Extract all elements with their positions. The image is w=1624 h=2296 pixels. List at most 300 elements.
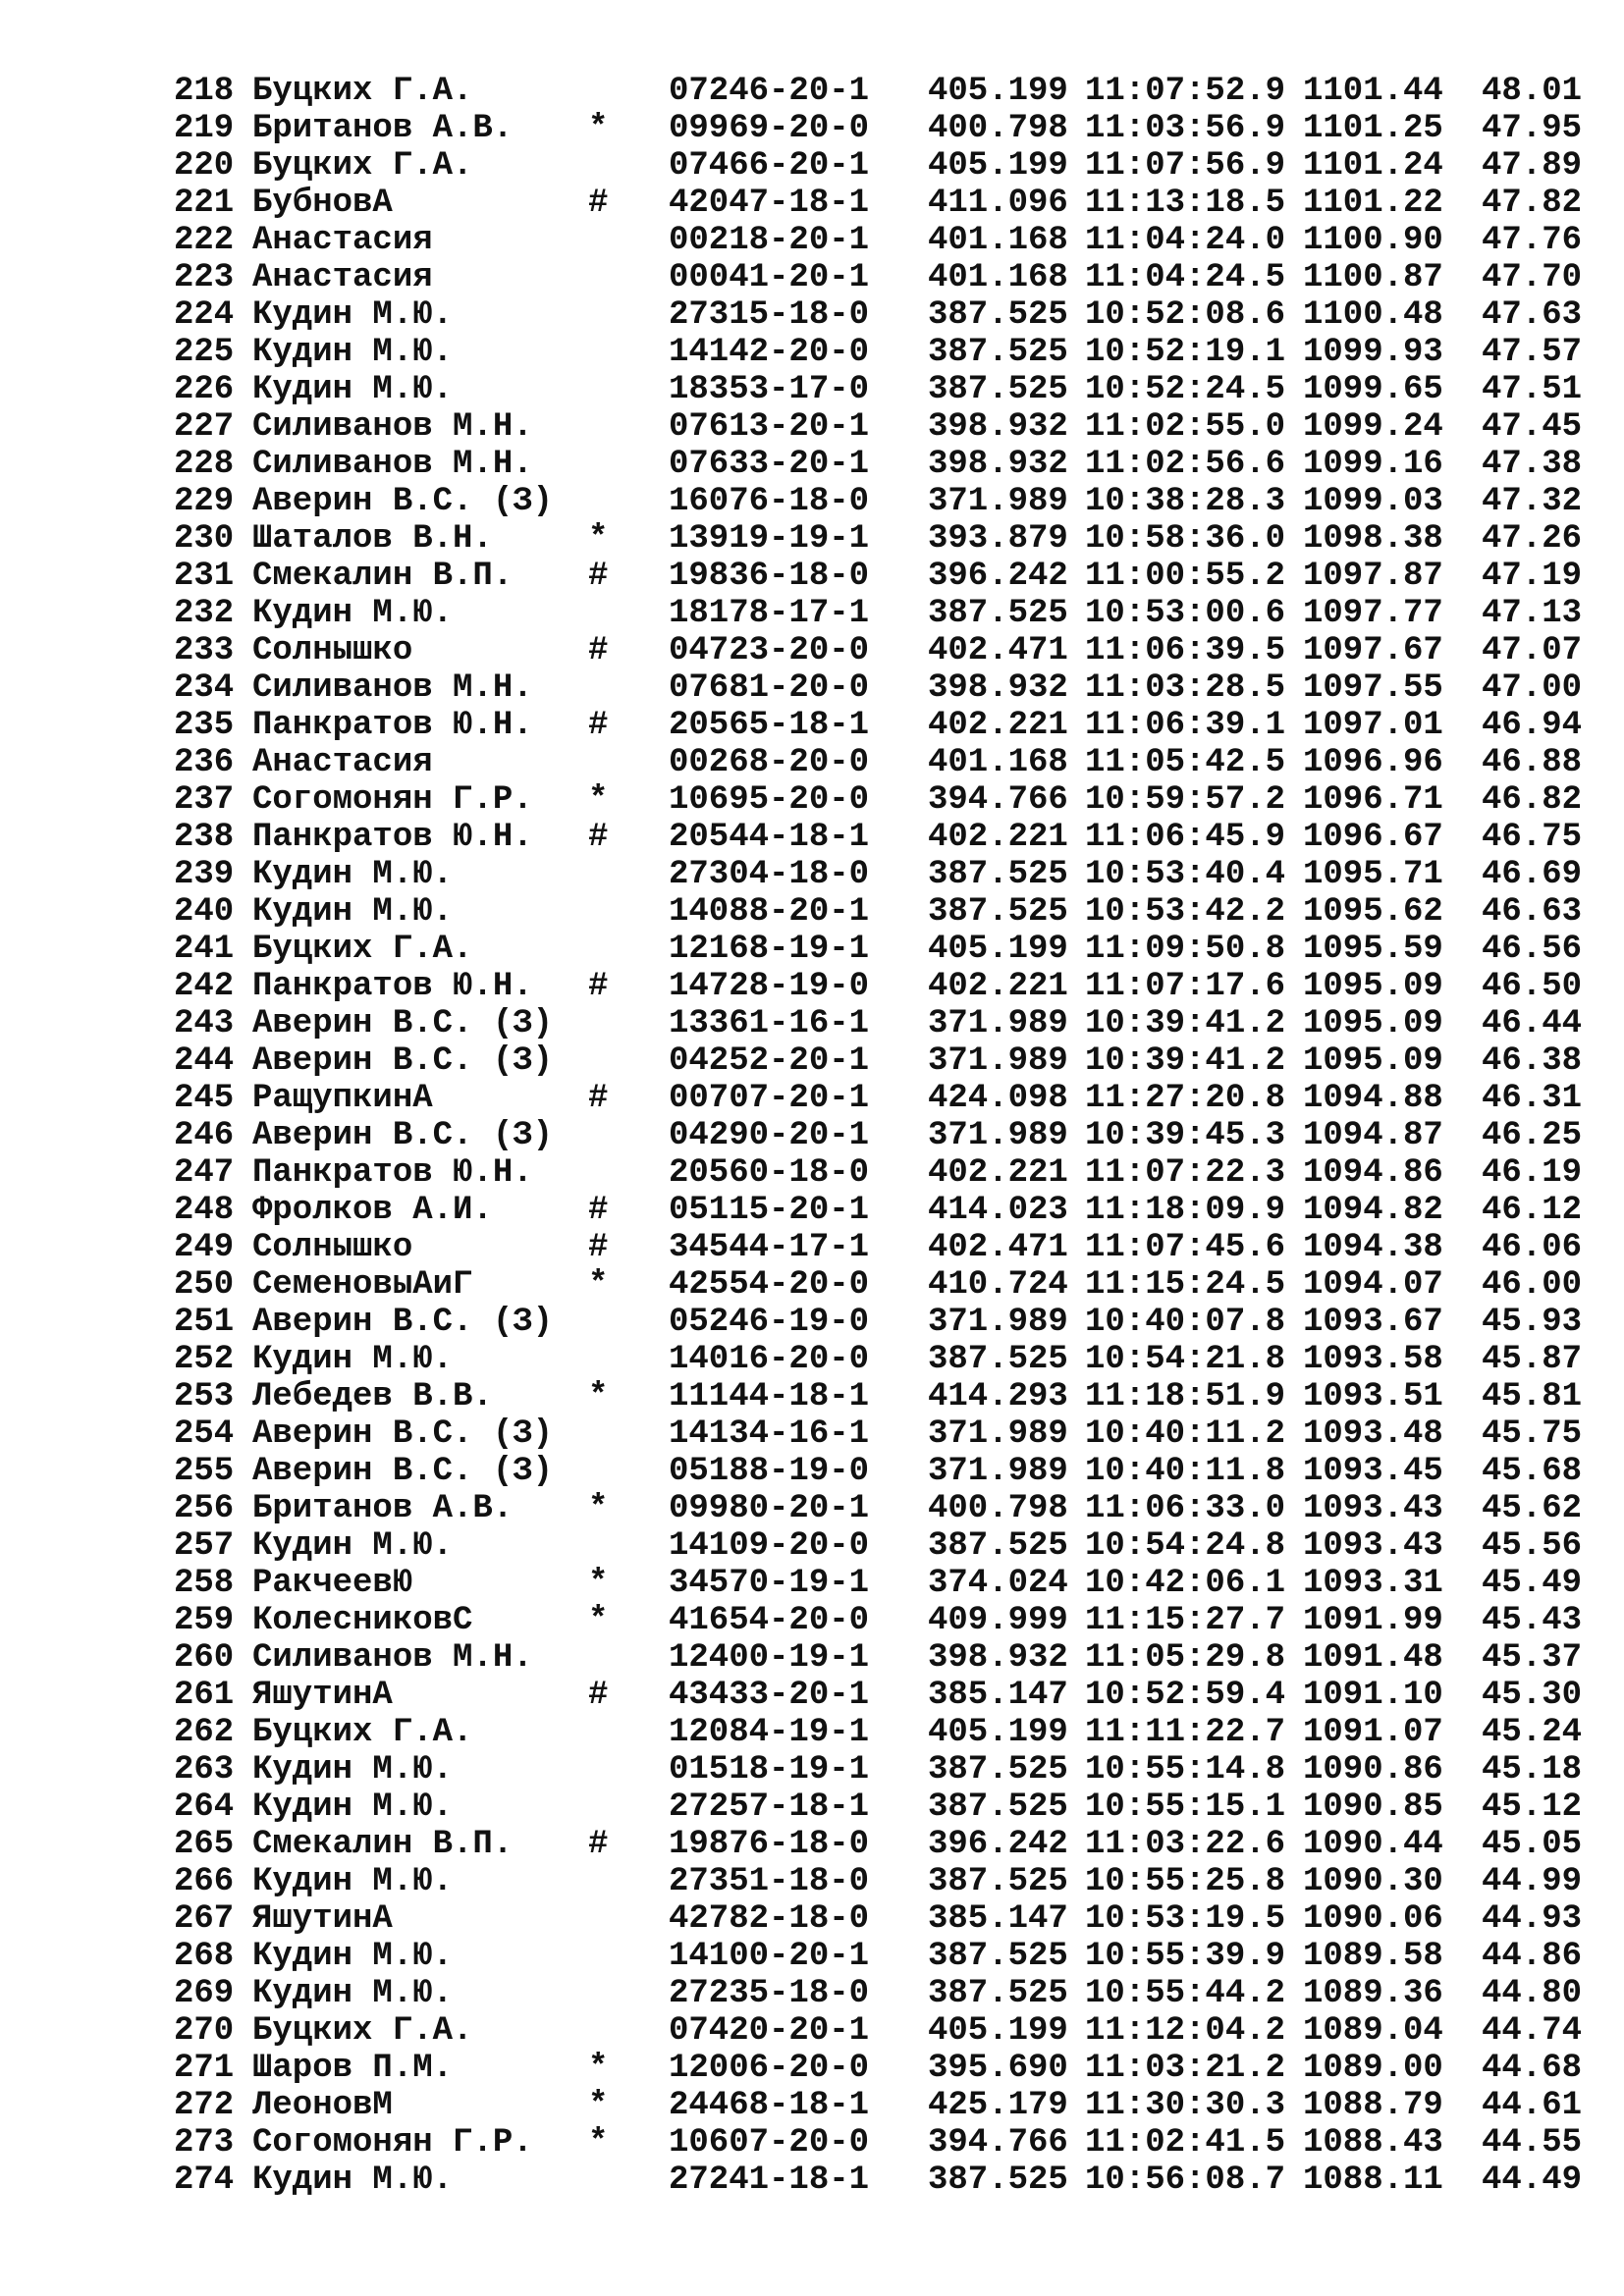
ring-number: 20565-18-1: [669, 707, 870, 744]
speed: 1101.22: [1303, 185, 1443, 222]
place-number: 224: [174, 296, 235, 334]
place-number: 268: [174, 1938, 235, 1975]
speed: 1100.48: [1303, 296, 1443, 334]
fancier-name: КолесниковС: [252, 1602, 473, 1639]
ring-number: 04290-20-1: [669, 1117, 870, 1154]
speed: 1100.87: [1303, 259, 1443, 296]
place-number: 248: [174, 1192, 235, 1229]
place-number: 235: [174, 707, 235, 744]
ring-number: 12084-19-1: [669, 1714, 870, 1751]
arrival-time: 11:07:22.3: [1085, 1154, 1286, 1192]
points: 47.82: [1482, 185, 1583, 222]
speed: 1097.67: [1303, 632, 1443, 669]
place-number: 274: [174, 2162, 235, 2199]
points: 45.37: [1482, 1639, 1583, 1677]
place-number: 225: [174, 334, 235, 371]
place-number: 256: [174, 1490, 235, 1527]
fancier-name: Силиванов М.Н.: [252, 408, 533, 446]
fancier-name: Смекалин В.П.: [252, 558, 514, 595]
distance: 414.023: [928, 1192, 1068, 1229]
ring-number: 24468-18-1: [669, 2087, 870, 2124]
arrival-time: 10:52:08.6: [1085, 296, 1286, 334]
table-row: [0, 707, 1624, 744]
place-number: 229: [174, 483, 235, 520]
speed: 1101.44: [1303, 73, 1443, 110]
table-row: [0, 1192, 1624, 1229]
speed: 1097.77: [1303, 595, 1443, 632]
distance: 402.221: [928, 707, 1068, 744]
points: 45.75: [1482, 1415, 1583, 1453]
distance: 398.932: [928, 408, 1068, 446]
fancier-name: Панкратов Ю.Н.: [252, 707, 533, 744]
arrival-time: 10:40:11.8: [1085, 1453, 1286, 1490]
speed: 1093.43: [1303, 1490, 1443, 1527]
place-number: 258: [174, 1565, 235, 1602]
place-number: 269: [174, 1975, 235, 2012]
distance: 385.147: [928, 1677, 1068, 1714]
place-number: 271: [174, 2050, 235, 2087]
distance: 402.471: [928, 632, 1068, 669]
place-number: 244: [174, 1042, 235, 1080]
table-row: [0, 185, 1624, 222]
speed: 1088.11: [1303, 2162, 1443, 2199]
speed: 1090.85: [1303, 1789, 1443, 1826]
distance: 371.989: [928, 1415, 1068, 1453]
arrival-time: 10:53:00.6: [1085, 595, 1286, 632]
points: 47.95: [1482, 110, 1583, 147]
distance: 401.168: [928, 259, 1068, 296]
points: 47.70: [1482, 259, 1583, 296]
ring-number: 20560-18-0: [669, 1154, 870, 1192]
distance: 394.766: [928, 781, 1068, 819]
fancier-name: Солнышко: [252, 1229, 413, 1266]
place-number: 267: [174, 1900, 235, 1938]
entry-mark: #: [588, 968, 609, 1005]
distance: 398.932: [928, 446, 1068, 483]
ring-number: 19876-18-0: [669, 1826, 870, 1863]
fancier-name: Силиванов М.Н.: [252, 1639, 533, 1677]
speed: 1089.58: [1303, 1938, 1443, 1975]
distance: 414.293: [928, 1378, 1068, 1415]
speed: 1099.93: [1303, 334, 1443, 371]
fancier-name: Кудин М.Ю.: [252, 371, 454, 408]
fancier-name: Лебедев В.В.: [252, 1378, 493, 1415]
speed: 1096.67: [1303, 819, 1443, 856]
speed: 1091.10: [1303, 1677, 1443, 1714]
points: 47.19: [1482, 558, 1583, 595]
distance: 371.989: [928, 1304, 1068, 1341]
place-number: 261: [174, 1677, 235, 1714]
points: 46.25: [1482, 1117, 1583, 1154]
table-row: [0, 408, 1624, 446]
table-row: [0, 1341, 1624, 1378]
ring-number: 07420-20-1: [669, 2012, 870, 2050]
fancier-name: Британов А.В.: [252, 110, 514, 147]
distance: 387.525: [928, 1789, 1068, 1826]
distance: 396.242: [928, 1826, 1068, 1863]
fancier-name: Аверин В.С. (З): [252, 1453, 554, 1490]
ring-number: 27235-18-0: [669, 1975, 870, 2012]
arrival-time: 10:55:15.1: [1085, 1789, 1286, 1826]
points: 46.19: [1482, 1154, 1583, 1192]
place-number: 221: [174, 185, 235, 222]
speed: 1094.88: [1303, 1080, 1443, 1117]
fancier-name: Силиванов М.Н.: [252, 446, 533, 483]
place-number: 220: [174, 147, 235, 185]
fancier-name: Согомонян Г.Р.: [252, 781, 533, 819]
table-row: [0, 520, 1624, 558]
ring-number: 18353-17-0: [669, 371, 870, 408]
distance: 374.024: [928, 1565, 1068, 1602]
speed: 1094.07: [1303, 1266, 1443, 1304]
points: 45.87: [1482, 1341, 1583, 1378]
table-row: [0, 1565, 1624, 1602]
speed: 1098.38: [1303, 520, 1443, 558]
points: 46.69: [1482, 856, 1583, 893]
fancier-name: РащупкинА: [252, 1080, 433, 1117]
place-number: 270: [174, 2012, 235, 2050]
ring-number: 13361-16-1: [669, 1005, 870, 1042]
table-row: [0, 1453, 1624, 1490]
points: 46.88: [1482, 744, 1583, 781]
table-row: [0, 222, 1624, 259]
table-row: [0, 147, 1624, 185]
table-row: [0, 1714, 1624, 1751]
place-number: 228: [174, 446, 235, 483]
ring-number: 18178-17-1: [669, 595, 870, 632]
arrival-time: 11:03:56.9: [1085, 110, 1286, 147]
fancier-name: Кудин М.Ю.: [252, 1527, 454, 1565]
table-row: [0, 2012, 1624, 2050]
arrival-time: 11:02:55.0: [1085, 408, 1286, 446]
ring-number: 13919-19-1: [669, 520, 870, 558]
table-row: [0, 1602, 1624, 1639]
table-row: [0, 595, 1624, 632]
speed: 1093.51: [1303, 1378, 1443, 1415]
fancier-name: Анастасия: [252, 259, 433, 296]
table-row: [0, 968, 1624, 1005]
place-number: 257: [174, 1527, 235, 1565]
arrival-time: 11:30:30.3: [1085, 2087, 1286, 2124]
fancier-name: РакчеевЮ: [252, 1565, 413, 1602]
fancier-name: БубновА: [252, 185, 393, 222]
fancier-name: Буцких Г.А.: [252, 147, 473, 185]
table-row: [0, 819, 1624, 856]
arrival-time: 10:56:08.7: [1085, 2162, 1286, 2199]
fancier-name: Кудин М.Ю.: [252, 856, 454, 893]
points: 46.94: [1482, 707, 1583, 744]
arrival-time: 10:52:59.4: [1085, 1677, 1286, 1714]
entry-mark: *: [588, 1565, 609, 1602]
ring-number: 05115-20-1: [669, 1192, 870, 1229]
arrival-time: 10:58:36.0: [1085, 520, 1286, 558]
entry-mark: #: [588, 1677, 609, 1714]
arrival-time: 10:38:28.3: [1085, 483, 1286, 520]
arrival-time: 11:03:21.2: [1085, 2050, 1286, 2087]
arrival-time: 11:06:39.5: [1085, 632, 1286, 669]
fancier-name: Аверин В.С. (З): [252, 1304, 554, 1341]
ring-number: 12168-19-1: [669, 931, 870, 968]
speed: 1090.86: [1303, 1751, 1443, 1789]
arrival-time: 11:04:24.0: [1085, 222, 1286, 259]
ring-number: 07681-20-0: [669, 669, 870, 707]
distance: 387.525: [928, 371, 1068, 408]
speed: 1099.65: [1303, 371, 1443, 408]
distance: 387.525: [928, 1341, 1068, 1378]
ring-number: 27241-18-1: [669, 2162, 870, 2199]
fancier-name: Аверин В.С. (З): [252, 1117, 554, 1154]
ring-number: 07246-20-1: [669, 73, 870, 110]
ring-number: 00707-20-1: [669, 1080, 870, 1117]
distance: 405.199: [928, 147, 1068, 185]
fancier-name: Фролков А.И.: [252, 1192, 493, 1229]
fancier-name: Буцких Г.А.: [252, 73, 473, 110]
arrival-time: 11:13:18.5: [1085, 185, 1286, 222]
entry-mark: *: [588, 110, 609, 147]
points: 46.00: [1482, 1266, 1583, 1304]
distance: 411.096: [928, 185, 1068, 222]
speed: 1090.44: [1303, 1826, 1443, 1863]
table-row: [0, 1938, 1624, 1975]
place-number: 250: [174, 1266, 235, 1304]
distance: 401.168: [928, 744, 1068, 781]
fancier-name: Шаталов В.Н.: [252, 520, 493, 558]
entry-mark: #: [588, 819, 609, 856]
arrival-time: 10:39:41.2: [1085, 1042, 1286, 1080]
distance: 395.690: [928, 2050, 1068, 2087]
points: 46.38: [1482, 1042, 1583, 1080]
place-number: 243: [174, 1005, 235, 1042]
table-row: [0, 632, 1624, 669]
points: 47.51: [1482, 371, 1583, 408]
table-row: [0, 1751, 1624, 1789]
entry-mark: *: [588, 1490, 609, 1527]
ring-number: 10695-20-0: [669, 781, 870, 819]
ring-number: 05188-19-0: [669, 1453, 870, 1490]
table-row: [0, 558, 1624, 595]
distance: 393.879: [928, 520, 1068, 558]
place-number: 236: [174, 744, 235, 781]
arrival-time: 11:03:28.5: [1085, 669, 1286, 707]
distance: 402.221: [928, 819, 1068, 856]
arrival-time: 10:52:19.1: [1085, 334, 1286, 371]
arrival-time: 11:15:24.5: [1085, 1266, 1286, 1304]
fancier-name: Панкратов Ю.Н.: [252, 968, 533, 1005]
fancier-name: Кудин М.Ю.: [252, 1341, 454, 1378]
place-number: 253: [174, 1378, 235, 1415]
speed: 1091.48: [1303, 1639, 1443, 1677]
place-number: 263: [174, 1751, 235, 1789]
speed: 1101.25: [1303, 110, 1443, 147]
points: 44.49: [1482, 2162, 1583, 2199]
ring-number: 42554-20-0: [669, 1266, 870, 1304]
ring-number: 20544-18-1: [669, 819, 870, 856]
ring-number: 14142-20-0: [669, 334, 870, 371]
ring-number: 14016-20-0: [669, 1341, 870, 1378]
arrival-time: 10:39:41.2: [1085, 1005, 1286, 1042]
fancier-name: Кудин М.Ю.: [252, 595, 454, 632]
table-row: [0, 744, 1624, 781]
fancier-name: Кудин М.Ю.: [252, 893, 454, 931]
fancier-name: Кудин М.Ю.: [252, 1751, 454, 1789]
speed: 1089.00: [1303, 2050, 1443, 2087]
fancier-name: Аверин В.С. (З): [252, 1042, 554, 1080]
place-number: 241: [174, 931, 235, 968]
speed: 1091.07: [1303, 1714, 1443, 1751]
results-table: [0, 73, 1624, 2199]
arrival-time: 10:55:39.9: [1085, 1938, 1286, 1975]
arrival-time: 11:07:17.6: [1085, 968, 1286, 1005]
speed: 1099.24: [1303, 408, 1443, 446]
distance: 402.221: [928, 1154, 1068, 1192]
arrival-time: 11:09:50.8: [1085, 931, 1286, 968]
fancier-name: Кудин М.Ю.: [252, 1938, 454, 1975]
entry-mark: *: [588, 781, 609, 819]
distance: 400.798: [928, 1490, 1068, 1527]
points: 45.93: [1482, 1304, 1583, 1341]
table-row: [0, 2050, 1624, 2087]
distance: 387.525: [928, 893, 1068, 931]
arrival-time: 11:07:45.6: [1085, 1229, 1286, 1266]
arrival-time: 11:03:22.6: [1085, 1826, 1286, 1863]
distance: 387.525: [928, 595, 1068, 632]
points: 47.00: [1482, 669, 1583, 707]
distance: 401.168: [928, 222, 1068, 259]
table-row: [0, 1527, 1624, 1565]
table-row: [0, 110, 1624, 147]
entry-mark: #: [588, 632, 609, 669]
distance: 424.098: [928, 1080, 1068, 1117]
place-number: 237: [174, 781, 235, 819]
arrival-time: 10:55:14.8: [1085, 1751, 1286, 1789]
table-row: [0, 259, 1624, 296]
points: 47.89: [1482, 147, 1583, 185]
place-number: 264: [174, 1789, 235, 1826]
arrival-time: 11:06:39.1: [1085, 707, 1286, 744]
distance: 387.525: [928, 1975, 1068, 2012]
entry-mark: #: [588, 185, 609, 222]
distance: 387.525: [928, 1863, 1068, 1900]
place-number: 249: [174, 1229, 235, 1266]
ring-number: 07633-20-1: [669, 446, 870, 483]
fancier-name: Согомонян Г.Р.: [252, 2124, 533, 2162]
place-number: 260: [174, 1639, 235, 1677]
entry-mark: #: [588, 1080, 609, 1117]
distance: 405.199: [928, 73, 1068, 110]
distance: 405.199: [928, 931, 1068, 968]
points: 48.01: [1482, 73, 1583, 110]
fancier-name: Силиванов М.Н.: [252, 669, 533, 707]
points: 45.18: [1482, 1751, 1583, 1789]
fancier-name: Британов А.В.: [252, 1490, 514, 1527]
arrival-time: 11:00:55.2: [1085, 558, 1286, 595]
entry-mark: #: [588, 1192, 609, 1229]
arrival-time: 10:54:21.8: [1085, 1341, 1286, 1378]
table-row: [0, 446, 1624, 483]
speed: 1090.30: [1303, 1863, 1443, 1900]
ring-number: 01518-19-1: [669, 1751, 870, 1789]
place-number: 223: [174, 259, 235, 296]
arrival-time: 11:02:56.6: [1085, 446, 1286, 483]
ring-number: 34544-17-1: [669, 1229, 870, 1266]
ring-number: 43433-20-1: [669, 1677, 870, 1714]
points: 44.80: [1482, 1975, 1583, 2012]
ring-number: 12400-19-1: [669, 1639, 870, 1677]
arrival-time: 11:07:52.9: [1085, 73, 1286, 110]
points: 47.26: [1482, 520, 1583, 558]
ring-number: 09980-20-1: [669, 1490, 870, 1527]
place-number: 239: [174, 856, 235, 893]
speed: 1095.59: [1303, 931, 1443, 968]
place-number: 245: [174, 1080, 235, 1117]
table-row: [0, 296, 1624, 334]
fancier-name: Кудин М.Ю.: [252, 1863, 454, 1900]
entry-mark: #: [588, 1826, 609, 1863]
distance: 402.471: [928, 1229, 1068, 1266]
table-row: [0, 1005, 1624, 1042]
table-row: [0, 2162, 1624, 2199]
place-number: 219: [174, 110, 235, 147]
points: 45.56: [1482, 1527, 1583, 1565]
points: 46.44: [1482, 1005, 1583, 1042]
speed: 1091.99: [1303, 1602, 1443, 1639]
speed: 1097.01: [1303, 707, 1443, 744]
points: 47.57: [1482, 334, 1583, 371]
speed: 1094.86: [1303, 1154, 1443, 1192]
ring-number: 27257-18-1: [669, 1789, 870, 1826]
distance: 398.932: [928, 1639, 1068, 1677]
arrival-time: 10:53:40.4: [1085, 856, 1286, 893]
points: 46.12: [1482, 1192, 1583, 1229]
arrival-time: 11:18:09.9: [1085, 1192, 1286, 1229]
fancier-name: Кудин М.Ю.: [252, 296, 454, 334]
fancier-name: Буцких Г.А.: [252, 1714, 473, 1751]
fancier-name: Смекалин В.П.: [252, 1826, 514, 1863]
points: 44.86: [1482, 1938, 1583, 1975]
table-row: [0, 1490, 1624, 1527]
arrival-time: 11:02:41.5: [1085, 2124, 1286, 2162]
ring-number: 27304-18-0: [669, 856, 870, 893]
speed: 1097.87: [1303, 558, 1443, 595]
ring-number: 41654-20-0: [669, 1602, 870, 1639]
table-row: [0, 334, 1624, 371]
table-row: [0, 1042, 1624, 1080]
points: 46.82: [1482, 781, 1583, 819]
points: 47.63: [1482, 296, 1583, 334]
arrival-time: 10:54:24.8: [1085, 1527, 1286, 1565]
speed: 1093.43: [1303, 1527, 1443, 1565]
arrival-time: 11:04:24.5: [1085, 259, 1286, 296]
arrival-time: 11:11:22.7: [1085, 1714, 1286, 1751]
place-number: 242: [174, 968, 235, 1005]
distance: 371.989: [928, 1117, 1068, 1154]
ring-number: 27351-18-0: [669, 1863, 870, 1900]
fancier-name: СеменовыАиГ: [252, 1266, 473, 1304]
distance: 387.525: [928, 1527, 1068, 1565]
table-row: [0, 856, 1624, 893]
ring-number: 42782-18-0: [669, 1900, 870, 1938]
fancier-name: Аверин В.С. (З): [252, 1415, 554, 1453]
points: 47.07: [1482, 632, 1583, 669]
speed: 1095.09: [1303, 1042, 1443, 1080]
place-number: 262: [174, 1714, 235, 1751]
speed: 1095.62: [1303, 893, 1443, 931]
distance: 387.525: [928, 1938, 1068, 1975]
place-number: 233: [174, 632, 235, 669]
arrival-time: 11:18:51.9: [1085, 1378, 1286, 1415]
fancier-name: ЯшутинА: [252, 1900, 393, 1938]
fancier-name: Панкратов Ю.Н.: [252, 819, 533, 856]
